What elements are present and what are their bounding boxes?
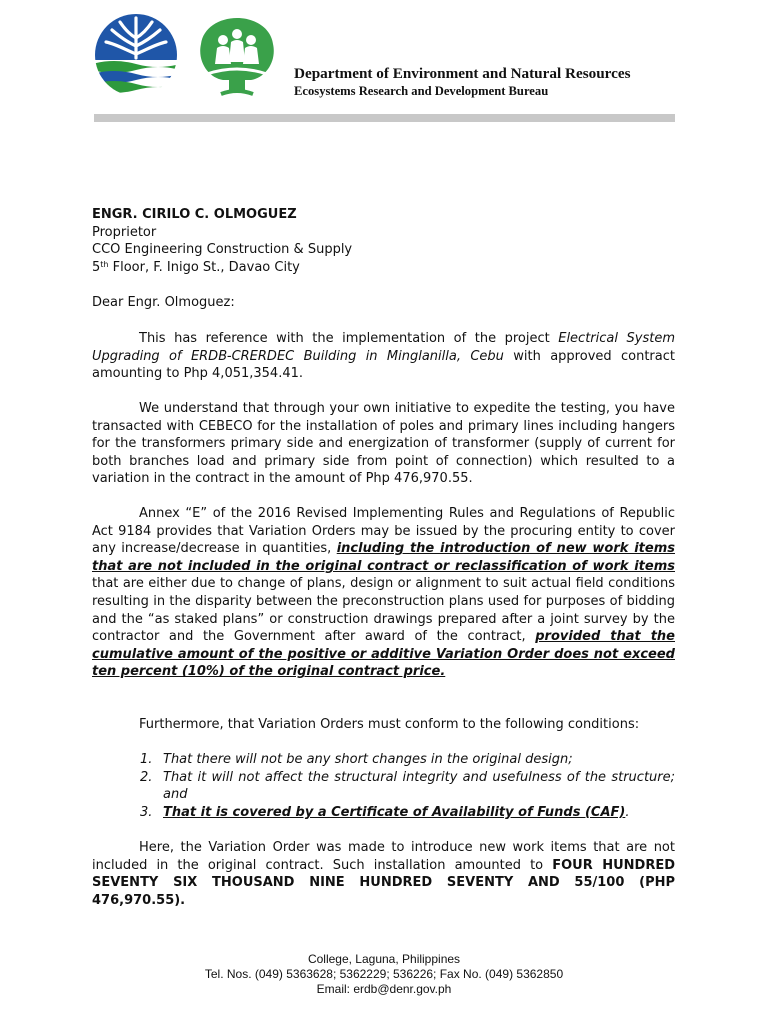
footer-location: College, Laguna, Philippines	[307, 952, 461, 966]
list-item-tail: .	[625, 804, 630, 820]
p3-text-b: that are either due to change of plans, design or alignment to suit actual field conditions resulting in the disparity between the preconstruction plans used for purposes of bidding and the “as staked plans” or construction drawings prepared after a joint survey by the contractor and the Government after award of the contract,	[92, 576, 675, 645]
project-title: Electrical System Upgrading of ERDB-CRERDEC Building in Minglanilla, Cebu	[92, 331, 675, 364]
address-floor-number: 5	[92, 259, 101, 275]
list-number: 2.	[140, 769, 153, 785]
letterhead-org	[294, 64, 631, 100]
p3-emphasis-work-items: including the introduction of new work items that are not included in the original contract or reclassification of work items	[92, 541, 675, 574]
recipient-title: Proprietor	[92, 224, 157, 240]
amount-in-words: FOUR HUNDRED SEVENTY SIX THOUSAND NINE HUNDRED SEVENTY AND 55/100 (PHP 476,970.55).	[92, 857, 676, 908]
list-item	[140, 769, 675, 804]
list-item-text: That it is covered by a Certificate of Availability of Funds (CAF)	[163, 804, 626, 820]
erdb-logo	[193, 14, 281, 98]
recipient-company: CCO Engineering Construction & Supply	[92, 242, 353, 258]
paragraph-variation-amount	[92, 839, 675, 909]
p3-text-a: Annex “E” of the 2016 Revised Implementing Rules and Regulations of Republic Act 9184 provides that Variation Orders may be issued by the procuring entity to cover any increase/decrease in quantities,	[92, 506, 675, 557]
p1-text-b: with approved contract amounting to Php 4,051,354.41.	[92, 348, 675, 382]
conditions-list	[140, 751, 675, 821]
footer-phone: Tel. Nos. (049) 5363628; 5362229; 536226; Fax No. (049) 5362850	[204, 967, 564, 981]
paragraph-irr-annex	[92, 505, 675, 681]
letter-footer	[0, 952, 768, 997]
header-divider	[94, 114, 675, 122]
list-item-text: That it will not affect the structural integrity and usefulness of the structure; and	[163, 769, 675, 803]
p1-text-a: This has reference with the implementation of the project	[139, 331, 559, 346]
paragraph-cebeco: We understand that through your own initiative to expedite the testing, you have transacted with CEBECO for the installation of poles and primary lines including hangers for the transformers primary side and energization of transformer (supply of current for both branches load and primary side from point of connection) which resulted to a variation in the contract in the amount of Php 476,970.55.	[92, 401, 675, 487]
list-number: 1.	[140, 752, 153, 767]
denr-logo	[92, 14, 180, 96]
salutation: Dear Engr. Olmoguez:	[92, 295, 235, 310]
p3-emphasis-ten-percent: provided that the cumulative amount of the positive or additive Variation Order does not exceed ten percent (10%) of the original contract price.	[92, 629, 675, 680]
list-number: 3.	[140, 804, 153, 820]
bureau-name: Ecosystems Research and Development Bureau	[294, 84, 549, 98]
recipient-address-line	[92, 259, 675, 277]
p5-text-a: Here, the Variation Order was made to introduce new work items that are not included in the original contract. Such installation amounted to	[92, 840, 675, 873]
address-street: Floor, F. Inigo St., Davao City	[108, 259, 300, 275]
list-item	[140, 751, 675, 769]
recipient-address	[92, 206, 675, 276]
address-floor-suffix: th	[100, 259, 109, 269]
list-item-text: That there will not be any short changes in the original design;	[163, 752, 573, 767]
paragraph-project-reference	[92, 330, 675, 383]
paragraph-conditions-intro: Furthermore, that Variation Orders must conform to the following conditions:	[139, 717, 640, 732]
footer-email: Email: erdb@denr.gov.ph	[316, 982, 452, 996]
recipient-name: ENGR. CIRILO C. OLMOGUEZ	[92, 207, 297, 222]
list-item	[140, 804, 675, 822]
org-name: Department of Environment and Natural Resources	[294, 65, 631, 82]
